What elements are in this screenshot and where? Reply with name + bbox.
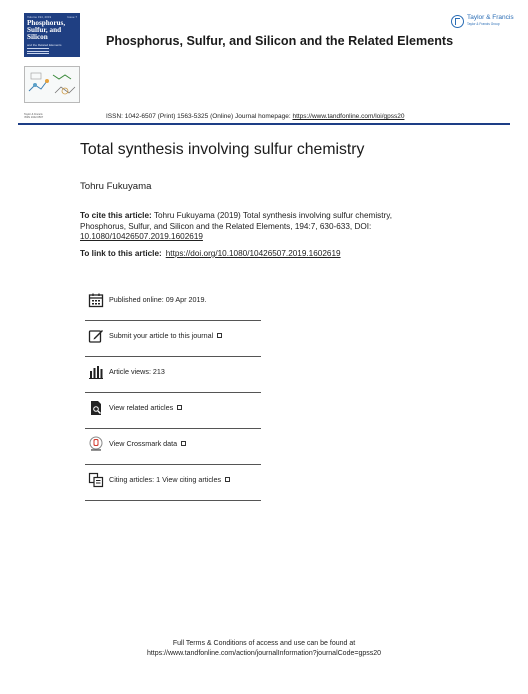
cover-volume: Volume 194, 2019 — [27, 15, 52, 19]
published-online-label: Published online: 09 Apr 2019. — [109, 295, 207, 304]
published-online-item — [85, 285, 261, 321]
footer — [0, 639, 528, 658]
crossmark-item[interactable] — [85, 429, 261, 465]
article-views-item — [85, 357, 261, 393]
external-link-icon — [225, 477, 230, 482]
article-info-list — [85, 285, 261, 501]
citing-articles-label[interactable]: Citing articles: 1 View citing articles — [109, 475, 222, 484]
link-label: To link to this article: — [80, 249, 162, 258]
bar-chart-icon — [88, 364, 104, 380]
cover-figure-graphic — [25, 67, 79, 102]
citing-icon — [88, 472, 104, 488]
issn-text: ISSN: 1042-6507 (Print) 1563-5325 (Online) Journal homepage: — [106, 113, 293, 120]
cover-decoration — [27, 48, 49, 56]
cite-text: Tohru Fukuyama (2019) Total synthesis involving sulfur chemistry, Phosphorus, Sulfur, and Silicon and the Related Elements, 194:7, 630-633, DOI: — [80, 211, 393, 231]
taylor-francis-icon — [451, 15, 464, 28]
related-articles-item[interactable] — [85, 393, 261, 429]
crossmark-label[interactable]: View Crossmark data — [109, 439, 178, 448]
issn-line — [106, 113, 404, 120]
publisher-logo[interactable] — [451, 14, 514, 30]
crossmark-icon — [88, 436, 104, 452]
journal-cover — [24, 13, 80, 57]
publisher-name: Taylor & Francis — [467, 14, 514, 21]
cover-subtitle: and the Related Elements — [27, 43, 62, 47]
external-link-icon — [181, 441, 186, 446]
doi-link[interactable]: 10.1080/10426507.2019.1602619 — [80, 232, 203, 241]
journal-title: Phosphorus, Sulfur, and Silicon and the Related Elements — [106, 34, 454, 48]
cite-label: To cite this article: — [80, 211, 152, 220]
search-document-icon — [88, 400, 104, 416]
footer-terms: Full Terms & Conditions of access and use can be found at — [172, 640, 356, 647]
citing-articles-item[interactable] — [85, 465, 261, 501]
cover-issue: Issue 7 — [67, 15, 77, 19]
journal-homepage-link[interactable]: https://www.tandfonline.com/loi/gpss20 — [292, 113, 405, 120]
article-link-line — [80, 249, 341, 258]
article-views-label: Article views: 213 — [109, 367, 165, 376]
calendar-icon — [88, 292, 104, 308]
article-doi-url[interactable]: https://doi.org/10.1080/10426507.2019.1602619 — [165, 249, 341, 258]
cover-figure — [24, 66, 80, 103]
cover-footer: Taylor & Francis ISSN 1042-6507 — [24, 113, 44, 119]
submit-article-label[interactable]: Submit your article to this journal — [109, 331, 214, 340]
external-link-icon — [177, 405, 182, 410]
submit-article-item[interactable] — [85, 321, 261, 357]
author-name: Tohru Fukuyama — [80, 181, 152, 192]
citation — [80, 211, 410, 243]
article-title: Total synthesis involving sulfur chemistry — [80, 141, 365, 158]
publisher-tagline: Taylor & Francis Group — [467, 22, 500, 26]
edit-icon — [88, 328, 104, 344]
related-articles-label[interactable]: View related articles — [109, 403, 174, 412]
external-link-icon — [217, 333, 222, 338]
footer-url[interactable]: https://www.tandfonline.com/action/journalInformation?journalCode=gpss20 — [146, 649, 382, 657]
header-divider — [18, 123, 510, 125]
cover-title: Phosphorus, Sulfur, and Silicon — [27, 19, 66, 41]
